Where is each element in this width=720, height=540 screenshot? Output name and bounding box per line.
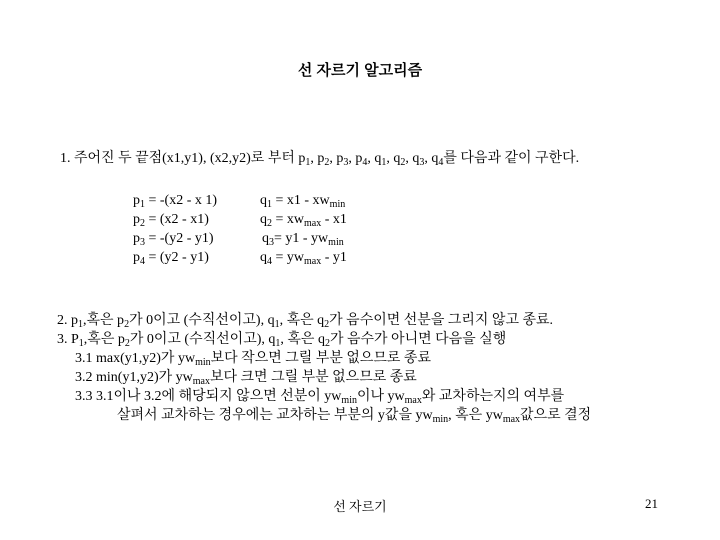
page-number: 21 xyxy=(645,496,658,511)
step-3-2-text: 3.2 min(y1,y2)가 $yw_{max}$보다 크면 그릴 부분 없으므로 종료 xyxy=(75,370,417,387)
q-equations xyxy=(260,191,347,267)
step-3-3-continuation: 살펴서 교차하는 경우에는 교차하는 부분의 y값을 $yw_{min}$, 혹은 $yw_{max}$값으로 결정 xyxy=(117,408,592,425)
step-3-3-text: 3.3 3.1이나 3.2에 해당되지 않으면 선분이 $yw_{min}$이나 $yw_{max}$와 교차하는지의 여부를 xyxy=(75,389,565,406)
q4-equation: $q_4 = yw_{max} - y1$ xyxy=(260,250,347,267)
p4-equation: $p_4 = (y2 - y1)$ xyxy=(133,250,209,267)
p2-equation: $p_2 = (x2 - x1)$ xyxy=(133,212,209,229)
step-3-text: 3. $P_1$,혹은 $p_2$가 0이고 (수직선이고), $q_1$, 혹은 $q_2$가 음수가 아니면 다음을 실행 xyxy=(57,332,507,349)
footer-label: 선 자르기 xyxy=(333,499,387,514)
step-3-1-text: 3.1 max(y1,y2)가 $yw_{min}$보다 작으면 그릴 부분 없으므로 종료 xyxy=(75,351,431,368)
q3-equation: $q_3= y1 - yw_{min}$ xyxy=(262,231,344,248)
p1-equation: $p_1 = -(x2 - x$ 1) xyxy=(133,193,218,210)
p3-equation: $p_3 = -(y2 - y1)$ xyxy=(133,231,214,248)
p-equations xyxy=(133,191,217,267)
slide-title: 선 자르기 알고리즘 xyxy=(297,62,423,79)
step-1-text: 1. 주어진 두 끝점(x1,y1), (x2,y2)로 부터 $p_1$, $p_2$, $p_3$, $p_4$, $q_1$, $q_2$, $q_3$, $q_4$를 다음과 같이 구한다. xyxy=(60,151,580,168)
q1-equation: $q_1 = x1 - xw_{min}$ xyxy=(260,193,346,210)
q2-equation: $q_2 = xw_{max} - x1$ xyxy=(260,212,347,229)
step-2-text: 2. $p_1$,혹은 $p_2$가 0이고 (수직선이고), $q_1$, 혹은 $q_2$가 음수이면 선분을 그리지 않고 종료. xyxy=(57,313,554,330)
